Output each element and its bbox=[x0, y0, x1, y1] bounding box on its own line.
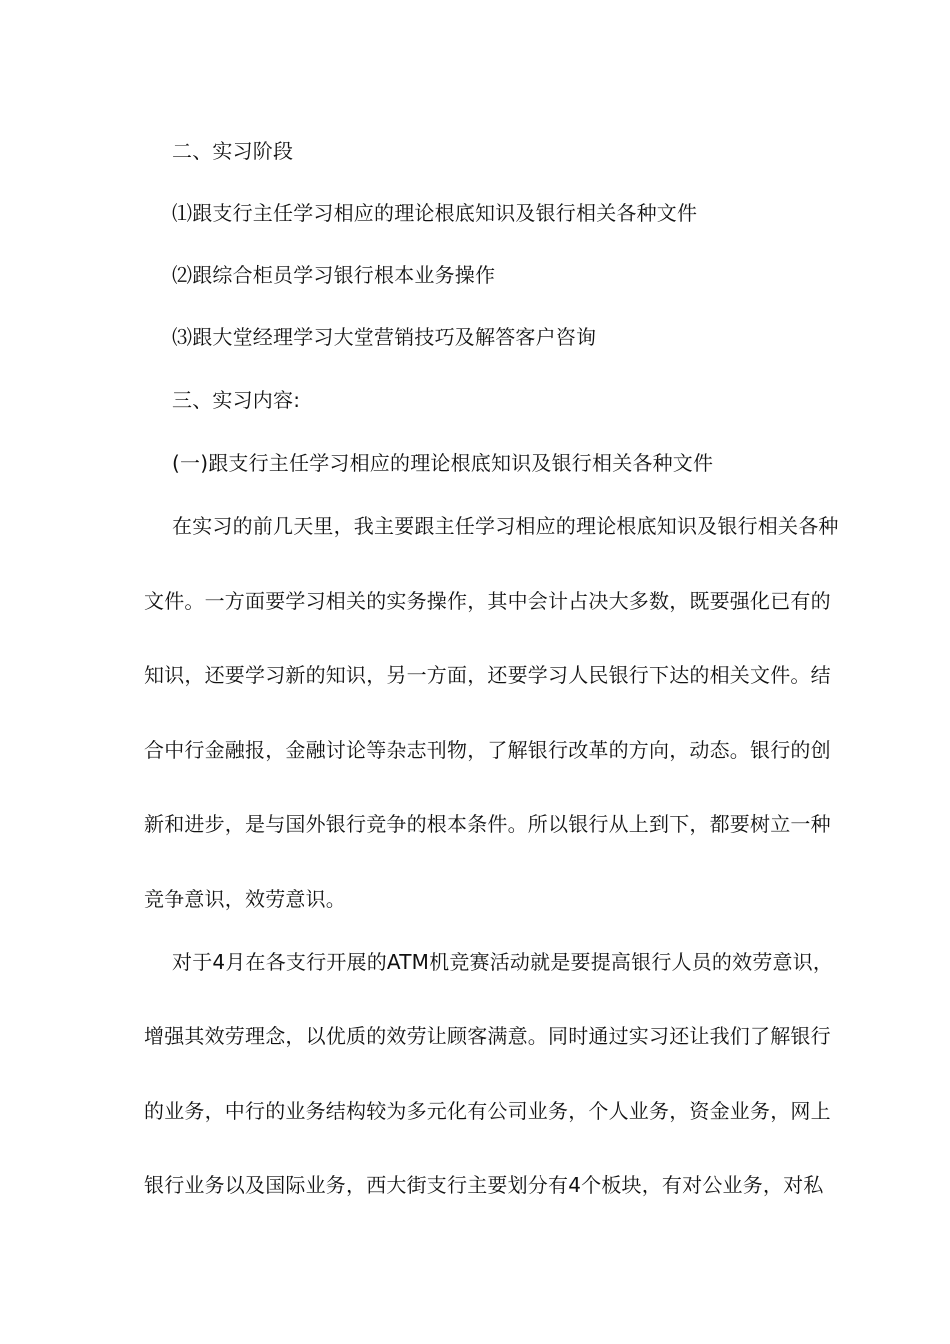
subsection-heading: (一)跟支行主任学习相应的理论根底知识及银行相关各种文件 bbox=[172, 451, 714, 475]
list-item: ⑵跟综合柜员学习银行根本业务操作 bbox=[172, 263, 496, 287]
paragraph-line: 文件。一方面要学习相关的实务操作，其中会计占决大多数，既要强化已有的 bbox=[144, 589, 831, 613]
paragraph-line: 知识，还要学习新的知识，另一方面，还要学习人民银行下达的相关文件。结 bbox=[144, 663, 831, 687]
paragraph-line: 增强其效劳理念，以优质的效劳让顾客满意。同时通过实习还让我们了解银行 bbox=[144, 1024, 831, 1048]
paragraph-first-line: 在实习的前几天里，我主要跟主任学习相应的理论根底知识及银行相关各种 bbox=[172, 514, 839, 538]
section-heading: 二、实习阶段 bbox=[172, 139, 294, 163]
paragraph-line: 的业务，中行的业务结构较为多元化有公司业务，个人业务，资金业务，网上 bbox=[144, 1099, 831, 1123]
list-item: ⑶跟大堂经理学习大堂营销技巧及解答客户咨询 bbox=[172, 325, 597, 349]
section-heading: 三、实习内容: bbox=[172, 388, 301, 412]
paragraph-line: 合中行金融报，金融讨论等杂志刊物，了解银行改革的方向，动态。银行的创 bbox=[144, 738, 831, 762]
paragraph-line: 竞争意识，效劳意识。 bbox=[144, 887, 346, 911]
list-item: ⑴跟支行主任学习相应的理论根底知识及银行相关各种文件 bbox=[172, 201, 698, 225]
paragraph-line: 新和进步，是与国外银行竞争的根本条件。所以银行从上到下，都要树立一种 bbox=[144, 812, 831, 836]
paragraph-line: 银行业务以及国际业务，西大街支行主要划分有4个板块，有对公业务，对私 bbox=[144, 1173, 824, 1197]
paragraph-first-line: 对于4月在各支行开展的ATM机竞赛活动就是要提高银行人员的效劳意识， bbox=[172, 950, 834, 974]
